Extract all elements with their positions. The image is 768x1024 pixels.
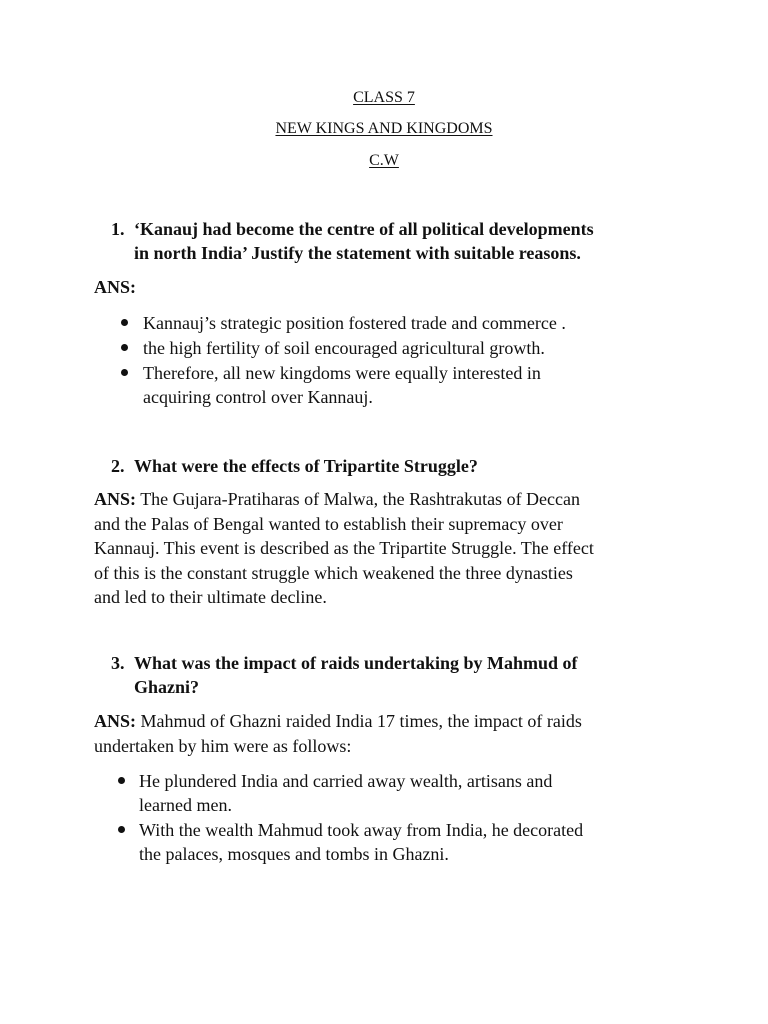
answer-1-bullet-3-line-1: Therefore, all new kingdoms were equally interested in (143, 363, 541, 383)
bullet-icon (121, 344, 128, 351)
bullet-icon (121, 319, 128, 326)
answer-3-bullet-1-line-2: learned men. (139, 795, 232, 815)
answer-3-line-2: undertaken by him were as follows: (94, 735, 352, 756)
class-label: CLASS 7 (353, 89, 415, 106)
question-3-line-2: Ghazni? (134, 677, 200, 697)
question-3-number: 3. (111, 653, 125, 673)
answer-2-line-3: Kannauj. This event is described as the Tripartite Struggle. The effect (94, 538, 594, 558)
answer-3-line-1 (94, 709, 582, 734)
answer-3-text-1: Mahmud of Ghazni raided India 17 times, the impact of raids (136, 711, 582, 731)
answer-1-bullet-1: Kannauj’s strategic position fostered trade and commerce . (143, 313, 566, 333)
answer-3-bullet-1-line-1: He plundered India and carried away wealth, artisans and (139, 771, 553, 791)
answer-2-line-5: and led to their ultimate decline. (94, 587, 327, 607)
question-1-line-2: in north India’ Justify the statement with suitable reasons. (134, 243, 581, 263)
answer-label: ANS: (94, 489, 137, 509)
answer-1-label (94, 275, 136, 300)
answer-2-text-1: The Gujara-Pratiharas of Malwa, the Rashtrakutas of Deccan (136, 489, 581, 509)
bullet-icon (118, 826, 125, 833)
answer-3-bullet-2-line-2: the palaces, mosques and tombs in Ghazni. (139, 844, 449, 864)
bullet-icon (121, 369, 128, 376)
answer-3-bullet-2-line-1: With the wealth Mahmud took away from India, he decorated (139, 820, 584, 840)
chapter-title: NEW KINGS AND KINGDOMS (275, 120, 493, 137)
question-2-line-1: What were the effects of Tripartite Struggle? (134, 456, 478, 476)
answer-2-line-4: of this is the constant struggle which weakened the three dynasties (94, 562, 573, 583)
answer-2-line-1 (94, 487, 580, 512)
work-type-label: C.W (369, 152, 399, 169)
question-1-number: 1. (111, 219, 125, 239)
answer-label: ANS: (94, 277, 137, 297)
answer-1-bullet-2: the high fertility of soil encouraged agricultural growth. (143, 338, 545, 358)
question-3-line-1: What was the impact of raids undertaking by Mahmud of (134, 653, 578, 673)
bullet-icon (118, 777, 125, 784)
answer-2-line-2: and the Palas of Bengal wanted to establish their supremacy over (94, 513, 563, 534)
question-1-line-1: ‘Kanauj had become the centre of all political developments (134, 219, 594, 239)
question-2-number: 2. (111, 456, 125, 476)
answer-1-bullet-3-line-2: acquiring control over Kannauj. (143, 387, 373, 407)
answer-label: ANS: (94, 711, 137, 731)
